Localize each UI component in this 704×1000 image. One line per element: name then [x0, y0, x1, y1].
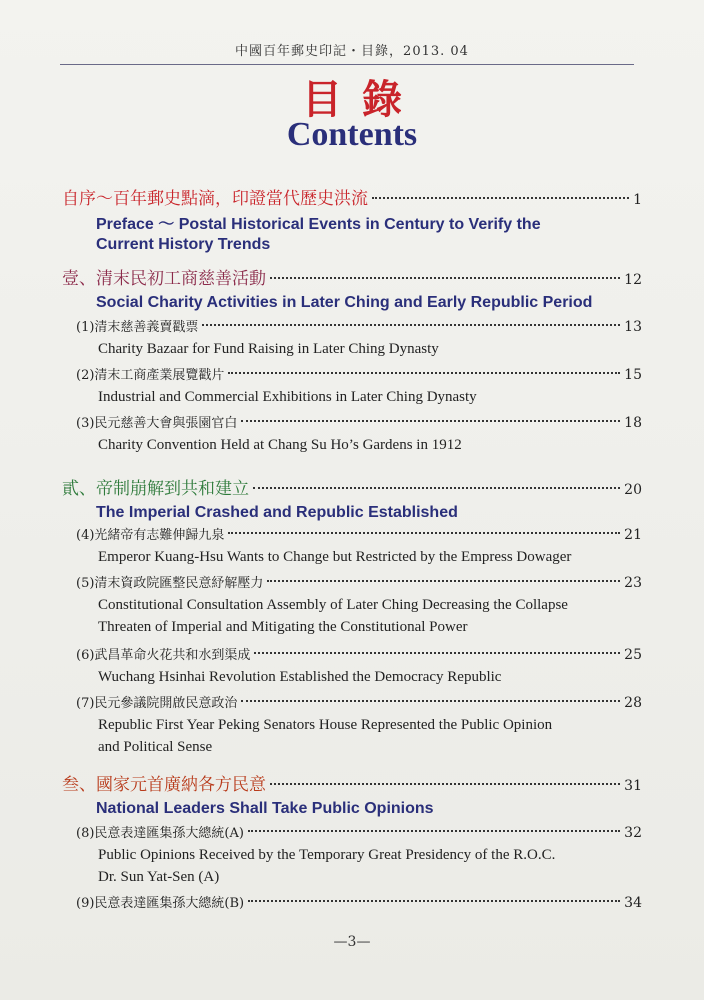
toc-section-1-en: Social Charity Activities in Later Ching and Early Republic Period	[96, 294, 593, 311]
toc-item-8-en-line1: Public Opinions Received by the Temporary Great Presidency of the R.O.C.	[98, 847, 556, 863]
leader-dots	[228, 372, 620, 374]
toc-item-1-en: Charity Bazaar for Fund Raising in Later Ching Dynasty	[98, 341, 439, 357]
running-header: 中國百年郵史印記・目錄，2013. 04	[235, 44, 469, 59]
toc-item-9-cn: (9)民意表達匯集孫大總統(B)	[76, 896, 245, 911]
toc-item-5-cn: (5)清末資政院匯整民意紓解壓力	[76, 576, 264, 591]
toc-item-4[interactable]	[76, 524, 642, 568]
toc-item-5-en-line2: Threaten of Imperial and Mitigating the Constitutional Power	[98, 619, 468, 635]
toc-section-2-page: 20	[624, 482, 642, 498]
toc-item-1-cn: (1)清末慈善義賣戳票	[76, 320, 199, 335]
toc-item-6-page: 25	[624, 647, 642, 663]
leader-dots	[202, 324, 620, 326]
toc-item-6-en: Wuchang Hsinhai Revolution Established the Democracy Republic	[98, 669, 502, 685]
leader-dots	[270, 277, 620, 279]
page-number: —3—	[333, 934, 371, 950]
leader-dots	[270, 783, 620, 785]
toc-item-3-en: Charity Convention Held at Chang Su Ho’s Gardens in 1912	[98, 437, 462, 453]
leader-dots	[254, 652, 620, 654]
title-english: Contents	[286, 116, 418, 153]
toc-preface-en-line1: Preface ～ Postal Historical Events in Century to Verify the	[96, 216, 541, 233]
toc-section-3-cn: 叁、國家元首廣納各方民意	[62, 775, 266, 795]
toc-item-7-en-line2: and Political Sense	[98, 739, 213, 755]
toc-item-8-en-line2: Dr. Sun Yat-Sen (A)	[98, 869, 220, 885]
toc-item-6-cn: (6)武昌革命火花共和水到渠成	[76, 648, 251, 663]
toc-preface[interactable]	[62, 184, 642, 255]
toc-item-1-page: 13	[624, 319, 642, 335]
toc-item-3-cn: (3)民元慈善大會與張園官白	[76, 416, 238, 431]
leader-dots	[241, 420, 620, 422]
leader-dots	[248, 900, 620, 902]
toc-section-1-page: 12	[624, 272, 642, 288]
toc-item-7-en-line1: Republic First Year Peking Senators House Represented the Public Opinion	[98, 717, 553, 733]
toc-item-4-cn: (4)光緒帝有志難伸歸九泉	[76, 528, 225, 543]
toc-section-3[interactable]	[62, 770, 642, 819]
toc-item-2[interactable]	[76, 364, 642, 408]
leader-dots	[372, 197, 629, 199]
toc-section-2-cn: 貳、帝制崩解到共和建立	[62, 479, 249, 499]
toc-preface-page: 1	[633, 192, 642, 208]
toc-section-2-en: The Imperial Crashed and Republic Established	[96, 504, 458, 521]
toc-preface-en-line2: Current History Trends	[96, 236, 271, 253]
leader-dots	[241, 700, 620, 702]
toc-item-5[interactable]	[76, 572, 642, 638]
toc-item-8-cn: (8)民意表達匯集孫大總統(A)	[76, 826, 244, 841]
toc-item-8[interactable]	[76, 822, 642, 888]
toc-item-2-page: 15	[624, 367, 642, 383]
toc-item-4-en: Emperor Kuang-Hsu Wants to Change but Restricted by the Empress Dowager	[98, 549, 572, 565]
toc-item-2-en: Industrial and Commercial Exhibitions in Later Ching Dynasty	[98, 389, 477, 405]
toc-section-2[interactable]	[62, 474, 642, 523]
leader-dots	[267, 580, 620, 582]
toc-item-9[interactable]	[76, 892, 642, 911]
toc-section-3-en: National Leaders Shall Take Public Opinions	[96, 800, 434, 817]
toc-item-9-page: 34	[624, 895, 642, 911]
leader-dots	[228, 532, 620, 534]
leader-dots	[248, 830, 620, 832]
toc-item-7[interactable]	[76, 692, 642, 758]
toc-item-7-page: 28	[624, 695, 642, 711]
toc-section-1-cn: 壹、清末民初工商慈善活動	[62, 269, 266, 289]
toc-item-6[interactable]	[76, 644, 642, 688]
toc-section-3-page: 31	[624, 778, 642, 794]
leader-dots	[253, 487, 620, 489]
header-rule	[60, 64, 634, 65]
toc-section-1[interactable]	[62, 264, 642, 313]
toc-preface-cn: 自序～百年郵史點滴，印證當代歷史洪流	[62, 189, 368, 209]
toc-item-2-cn: (2)清末工商產業展覽戳片	[76, 368, 225, 383]
toc-item-3[interactable]	[76, 412, 642, 456]
toc-item-3-page: 18	[624, 415, 642, 431]
title-chinese: 目錄	[302, 77, 422, 123]
toc-item-5-en-line1: Constitutional Consultation Assembly of Later Ching Decreasing the Collapse	[98, 597, 568, 613]
toc-item-1[interactable]	[76, 316, 642, 360]
toc-item-4-page: 21	[624, 527, 642, 543]
toc-item-5-page: 23	[624, 575, 642, 591]
toc-item-8-page: 32	[624, 825, 642, 841]
toc-item-7-cn: (7)民元參議院開啟民意政治	[76, 696, 238, 711]
